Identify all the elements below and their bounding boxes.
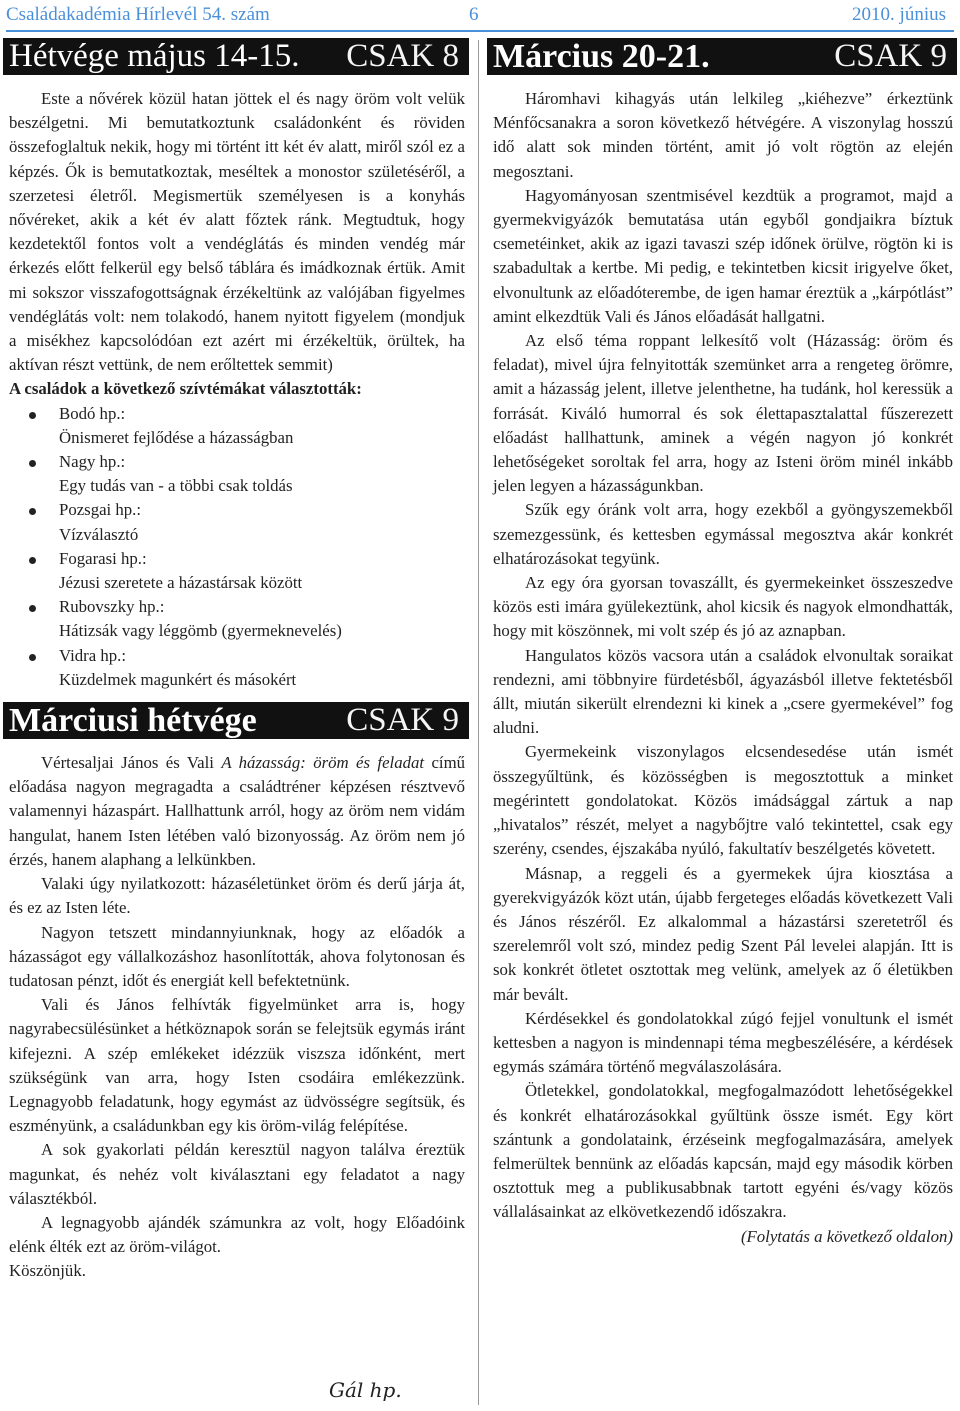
issue-date: 2010. június [852, 4, 946, 25]
article-march-20 [487, 87, 957, 1249]
right-column [487, 38, 957, 1249]
article-paragraph: Este a nővérek közül hatan jöttek el és nagy öröm volt velük beszélgetni. Mi bemutatkoztunk családonként és röviden összefoglaltuk nekik, hogy mi történt itt két év alatt, miről szól ez a képzés. Ők is bemutatkoztak, meséltek a monostor születéséről, a szerzetesi életről. Megismertük személyesen is a konyhás nővéreket, akik a két év alatt főztek ránk. Megtudtuk, hogy kezdetektől fontos volt a vendéglátás és minden vendég már érkezés előtt felkerül egy belső táblára és imádkoznak értük. Amit mi sokszor visszafogottságnak érzékeltünk az valójában figyelmes vendéglátás volt: nem tolakodó, hanem nyitott figyelem (mondjuk a misékhez kapcsolódóan ezt azért mi érzékeltük, örültek, ha aktívan részt vettünk, de nem erőltettek semmit) [9, 89, 465, 375]
bullet-icon [29, 654, 36, 661]
signature: Gál hp. [329, 1378, 402, 1402]
column-divider [478, 40, 479, 1405]
section-title: Március 20-21. [493, 38, 710, 75]
article-paragraph: Valaki úgy nyilatkozott: házaséletünket öröm és derű járja át, és ez az Isten léte. [9, 874, 465, 918]
section-tag: CSAK 9 [834, 38, 947, 74]
page-number: 6 [469, 4, 479, 25]
list-item: Pozsgai hp.: Vízválasztó [9, 498, 465, 546]
article-paragraph: Másnap, a reggeli és a gyermekek újra kiosztása a gyerekvigyázók közt után, újabb fergeteges előadás következett Vali és János részéről. Ez alkalommal a házastársi szeretetről és szerelemről volt szó, mindez pedig Szent Pál levelei alapján. Itt is sok konkrét ötletet osztottak meg velünk, amelyek az ő életükben már bevált. [493, 863, 953, 1004]
list-item: Bodó hp.: Önismeret fejlődése a házasságban [9, 402, 465, 450]
bullet-icon [29, 412, 36, 419]
article-paragraph: Gyermekeink viszonylagos elcsendesedése után ismét összegyűltünk, és közösségben is megosztottuk a minket megérintett gondolatokat. Közös imádsággal zártuk a nap „hivatalos” részét, melyet a nagybőjtre való tekintettel, csak egy szerény, csendes, éjszakába nyúló, fakultatív beszélgetés követett. [493, 742, 953, 859]
list-item: Vidra hp.: Küzdelmek magunkért és másokért [9, 644, 465, 692]
article-may [3, 87, 469, 692]
newsletter-header [6, 4, 954, 32]
thanks-line: Köszönjük. [9, 1261, 86, 1281]
article-paragraph: A sok gyakorlati példán keresztül nagyon találva éreztük magunkat, és nehéz volt kiválasztani egy feladatot a nagy választékból. [9, 1140, 465, 1208]
article-paragraph: Az egy óra gyorsan tovaszállt, és gyermekeinket összeszedve közös esti imára gyülekeztünk, ahol kicsik és nagyok elmondhatták, hogy mit köszönnek, mi volt szép és jó az aznapban. [493, 573, 953, 641]
list-item: Fogarasi hp.: Jézusi szeretete a házastársak között [9, 547, 465, 595]
list-item: Rubovszky hp.: Hátizsák vagy léggömb (gyermeknevelés) [9, 595, 465, 643]
article-march [3, 751, 469, 1283]
article-paragraph: Vértesaljai János és Vali A házasság: öröm és feladat című előadása nagyon megragadta a családtréner képzésen résztvevő valamennyi házaspárt. Hallhattunk arról, hogy az öröm nem vidám hangulat, hanem Isten létében való bizonyosság. Az öröm nem jó érzés, hanem alaphang a lelkünkben. [9, 753, 466, 869]
continuation-note: (Folytatás a következő oldalon) [740, 1226, 953, 1246]
section-banner-may [3, 38, 469, 75]
section-tag: CSAK 8 [346, 38, 459, 74]
article-paragraph: Vali és János felhívták figyelmünket arra is, hogy nagyrabecsülésünket a hétköznapok során se felejtsük egymás iránt kifejezni. A szép emlékeket idézzük viszsza időnként, mert szükségünk van arra, hogy Isten csodáira emlékezzünk. Legnagyobb feladatunk, hogy egymást az üdvösségre segítsük, és eszményünk, a családunkban egy kis öröm-világ felépítése. [9, 995, 465, 1136]
section-title: Hétvége május 14-15. [9, 38, 300, 74]
section-banner-march-20 [487, 38, 957, 75]
section-banner-march [3, 702, 469, 739]
article-paragraph: Hagyományosan szentmisével kezdtük a programot, majd a gyermekvigyázók bemutatása után egyből gondjaikra bíztuk csemetéinket, akik az igazi tavaszi szép időnek örülve, rögtön ki is szabadultak a kertbe. Mi pedig, e tekintetben kicsit irigyelve őket, elvonultunk az előadóterembe, de igen hamar éreztük a „kárpótlást” amint elkezdtük Vali és János előadását hallgatni. [493, 185, 953, 326]
bullet-icon [29, 508, 36, 515]
lecture-title: A házasság: öröm és feladat [221, 753, 425, 773]
bullet-icon [29, 460, 36, 467]
speakers-list [9, 402, 465, 692]
publication-title: Családakadémia Hírlevél 54. szám [6, 4, 270, 25]
article-paragraph: Háromhavi kihagyás után lelkileg „kiéhezve” érkeztünk Ménfőcsanakra a soron következő hétvégére. A viszonylag hosszú idő alatt sok minden történt, amit jó volt rögtön az elején megosztani. [493, 89, 953, 181]
speakers-heading: A családok a következő szívtémákat választották: [9, 379, 362, 399]
article-paragraph: A legnagyobb ajándék számunkra az volt, hogy Előadóink elénk élték ezt az öröm-világot. [9, 1212, 465, 1257]
left-column [3, 38, 469, 1284]
article-paragraph: Szűk egy óránk volt arra, hogy ezekből a gyöngyszemekből szemezgessünk, és kettesben egymással megosztva akár konkrét elhatározásokat tegyünk. [493, 500, 953, 568]
list-item: Nagy hp.: Egy tudás van - a többi csak toldás [9, 450, 465, 498]
section-title: Márciusi hétvége [9, 702, 257, 740]
article-paragraph: Hangulatos közös vacsora után a családok elvonultak soraikat rendezni, ami többnyire fürdetésből, ágyazásból illetve fektetésből állt, miután sikerült elrendezni ki kinek a „csere gyermekével” fog aludni. [493, 645, 953, 738]
bullet-icon [29, 557, 36, 564]
article-paragraph: Az első téma roppant lelkesítő volt (Házasság: öröm és feladat), mivel újra felnyitották szemünket arra a rengeteg örömre, amit a házasság jelent, illetve jelenthetne, ha tudánk, hol keressük a forrását. Kiváló humorral és sok élettapasztalattal fűszerezett előadást hallhattunk, aminek a végén nagyon jó konkrét lehetőségeket soroltak fel arra, hogy az Isteni öröm minél inkább jelen legyen a házasságunkban. [493, 331, 953, 496]
article-paragraph: Kérdésekkel és gondolatokkal zúgó fejjel vonultunk el ismét kettesben a nagyon is mindennapi téma megbeszélésére, a kérdések egymás számára történő megválaszolására. [493, 1008, 953, 1077]
bullet-icon [29, 605, 36, 612]
article-paragraph: Nagyon tetszett mindannyiunknak, hogy az előadók a házasságot egy vállalkozáshoz hasonlították, ahova folytonosan és tudatosan pénzt, időt és energiát kell befektetnünk. [9, 922, 465, 990]
section-tag: CSAK 9 [346, 702, 459, 739]
article-paragraph: Ötletekkel, gondolatokkal, megfogalmazódott lehetőségekkel és konkrét elhatározásokkal gyűltünk össze ismét. Egy kört szántunk a gondolataink, érzéseink megfogalmazására, amelyek felmerültek bennünk az előadás kapcsán, majd egy második körben osztottuk meg a publikusabbnak tartott egyéni és/vagy közös vállalásainkat az elkövetkezendő időszakra. [493, 1081, 953, 1222]
